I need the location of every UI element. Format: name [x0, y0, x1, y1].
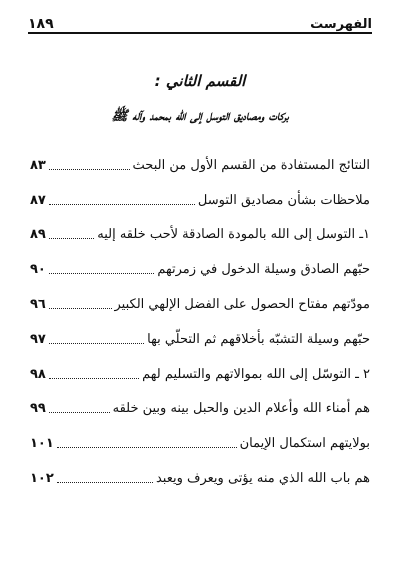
- toc-entry[interactable]: [30, 148, 370, 183]
- dot-leader: [49, 378, 139, 379]
- toc-entry[interactable]: [30, 252, 370, 287]
- toc-entry-page: ٨٣: [30, 157, 46, 173]
- toc-entry-title: حبّهم الصادق وسيلة الدخول في زمرتهم: [157, 262, 370, 278]
- toc-entry-page: ٩٠: [30, 262, 46, 278]
- toc-entry[interactable]: [30, 392, 370, 427]
- running-header: [28, 8, 372, 34]
- toc-entry-title: هم أمناء الله وأعلام الدين والحبل بينه وبين خلقه: [112, 401, 370, 417]
- toc-entry[interactable]: [30, 426, 370, 461]
- toc-entry-page: ٩٨: [30, 366, 46, 382]
- toc-entry[interactable]: [30, 357, 370, 392]
- toc-entry-title: ملاحظات بشأن مصاديق التوسل: [197, 192, 370, 208]
- toc-entry[interactable]: [30, 183, 370, 218]
- toc-entry-title: ٢ ـ التوسّل إلى الله بموالاتهم والتسليم لهم: [142, 366, 370, 382]
- toc-entry-title: مودّتهم مفتاح الحصول على الفضل الإلهي الكبير: [114, 297, 370, 313]
- table-of-contents: [30, 148, 370, 496]
- toc-entry-page: ١٠٢: [30, 471, 54, 487]
- dot-leader: [57, 447, 237, 448]
- toc-entry-page: ٨٧: [30, 192, 46, 208]
- toc-entry-title: حبّهم وسيلة التشبّه بأخلاقهم ثم التحلّي بها: [147, 331, 370, 347]
- toc-entry-page: ٩٦: [30, 297, 46, 313]
- toc-entry[interactable]: [30, 287, 370, 322]
- dot-leader: [49, 412, 110, 413]
- toc-entry-page: ٩٩: [30, 401, 46, 417]
- dot-leader: [57, 482, 153, 483]
- dot-leader: [49, 204, 195, 205]
- dot-leader: [49, 308, 112, 309]
- dot-leader: [49, 238, 94, 239]
- dot-leader: [49, 169, 130, 170]
- toc-entry[interactable]: [30, 322, 370, 357]
- toc-entry[interactable]: [30, 461, 370, 496]
- section-title: القسم الثاني :: [154, 72, 246, 90]
- toc-entry-title: بولايتهم استكمال الإيمان: [239, 436, 370, 452]
- section-subtitle: بركات ومصاديق التوسل إلى الله بمحمد وآله ﷺ: [111, 108, 289, 124]
- toc-entry-title: ١ـ التوسل إلى الله بالمودة الصادقة لأحب خلقه إليه: [97, 227, 370, 243]
- toc-entry-title: النتائج المستفادة من القسم الأول من البحث: [132, 157, 370, 173]
- toc-entry-title: هم باب الله الذي منه يؤتى ويعرف ويعبد: [155, 471, 370, 487]
- header-title: الفهرست: [310, 17, 372, 32]
- page-number: ١٨٩: [28, 16, 54, 32]
- dot-leader: [49, 273, 154, 274]
- toc-entry-page: ٩٧: [30, 331, 46, 347]
- toc-entry-page: ٨٩: [30, 227, 46, 243]
- toc-entry-page: ١٠١: [30, 436, 54, 452]
- toc-entry[interactable]: [30, 218, 370, 253]
- dot-leader: [49, 343, 144, 344]
